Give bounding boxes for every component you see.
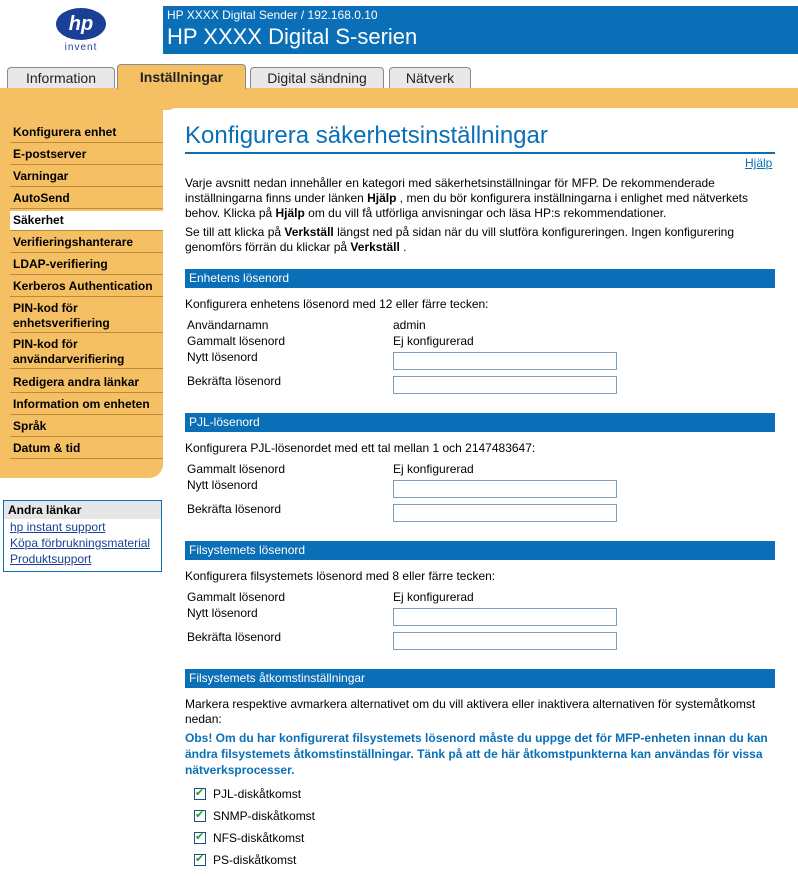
section-header-filesystem-password: Filsystemets lösenord bbox=[185, 541, 775, 560]
device-confirm-password-field[interactable] bbox=[393, 376, 617, 394]
apply-note: Se till att klicka på Verkställ längst ned på sidan när du vill slutföra konfigureringen. Ingen konfigurering genomförs förrän du klickar på Verkställ . bbox=[185, 225, 735, 254]
other-links-title: Andra länkar bbox=[4, 501, 161, 519]
fs-new-password-field[interactable] bbox=[393, 608, 617, 626]
pjl-old-password-value: Ej konfigurerad bbox=[393, 462, 474, 476]
filesystem-access-warning: Obs! Om du har konfigurerat filsystemets lösenord måste du uppge det för MFP-enheten innan du kan ändra filsystemets åtkomstinställningar. Tänk på att de här åtkomstpunkterna kan användas för vissa nätverksprocesser. bbox=[185, 731, 768, 777]
pjl-confirm-password-field[interactable] bbox=[393, 504, 617, 522]
link-kopa-forbrukningsmaterial[interactable]: Köpa förbrukningsmaterial bbox=[10, 536, 151, 550]
fs-confirm-password-label: Bekräfta lösenord bbox=[187, 630, 282, 644]
tab-strip bbox=[0, 88, 798, 110]
section-header-filesystem-access: Filsystemets åtkomstinställningar bbox=[185, 669, 775, 688]
snmp-disk-access-label: SNMP-diskåtkomst bbox=[213, 809, 316, 823]
device-new-password-field[interactable] bbox=[393, 352, 617, 370]
device-password-desc: Konfigurera enhetens lösenord med 12 eller färre tecken: bbox=[185, 297, 489, 311]
filesystem-access-desc: Markera respektive avmarkera alternativet om du vill aktivera eller inaktivera alternativen för systemåtkomst nedan: bbox=[185, 697, 756, 726]
sidebar-item-varningar[interactable]: Varningar bbox=[10, 167, 163, 187]
tab-digital-sandning[interactable]: Digital sändning bbox=[250, 67, 384, 88]
fs-old-password-value: Ej konfigurerad bbox=[393, 590, 474, 604]
tab-natverk[interactable]: Nätverk bbox=[389, 67, 471, 88]
nfs-disk-access-checkbox[interactable] bbox=[194, 832, 206, 844]
device-old-password-label: Gammalt lösenord bbox=[187, 334, 286, 348]
tab-installningar[interactable]: Inställningar bbox=[117, 64, 246, 89]
sidebar-item-kerberos[interactable]: Kerberos Authentication bbox=[10, 277, 163, 297]
sidebar-item-ldap-verifiering[interactable]: LDAP-verifiering bbox=[10, 255, 163, 275]
pjl-disk-access-label: PJL-diskåtkomst bbox=[213, 787, 302, 801]
sidebar-item-sprak[interactable]: Språk bbox=[10, 417, 163, 437]
pjl-new-password-field[interactable] bbox=[393, 480, 617, 498]
header-bar bbox=[163, 6, 798, 54]
device-title: HP XXXX Digital S-serien bbox=[167, 24, 418, 49]
pjl-confirm-password-label: Bekräfta lösenord bbox=[187, 502, 282, 516]
sidebar-item-pin-enhet[interactable]: PIN-kod för enhetsverifiering bbox=[10, 299, 163, 333]
intro-paragraph: Varje avsnitt nedan innehåller en kategori med säkerhetsinställningar för MFP. De rekommenderade inställningarna finns under länken Hjälp , men du bör konfigurera inställningarna i enlighet med nätverkets behov. Klicka på Hjälp om du vill få utförliga anvisningar och läsa HP:s rekommendationer. bbox=[185, 176, 749, 220]
pjl-password-desc: Konfigurera PJL-lösenordet med ett tal mellan 1 och 2147483647: bbox=[185, 441, 536, 455]
sidebar-item-pin-anvandare[interactable]: PIN-kod för användarverifiering bbox=[10, 335, 163, 369]
title-divider bbox=[185, 152, 775, 154]
pjl-disk-access-checkbox[interactable] bbox=[194, 788, 206, 800]
other-links-box bbox=[3, 500, 162, 572]
sidebar-item-redigera-lankar[interactable]: Redigera andra länkar bbox=[10, 373, 163, 393]
nfs-disk-access-label: NFS-diskåtkomst bbox=[213, 831, 305, 845]
tab-information[interactable]: Information bbox=[7, 67, 115, 88]
fs-confirm-password-field[interactable] bbox=[393, 632, 617, 650]
pjl-old-password-label: Gammalt lösenord bbox=[187, 462, 286, 476]
hp-logo-tagline: invent bbox=[64, 42, 98, 53]
page-title: Konfigurera säkerhetsinställningar bbox=[185, 122, 548, 149]
sidebar-item-konfigurera-enhet[interactable]: Konfigurera enhet bbox=[10, 123, 163, 143]
device-new-password-label: Nytt lösenord bbox=[187, 350, 258, 364]
device-address: HP XXXX Digital Sender / 192.168.0.10 bbox=[167, 8, 378, 22]
help-link[interactable]: Hjälp bbox=[745, 156, 773, 170]
sidebar-item-information-om-enheten[interactable]: Information om enheten bbox=[10, 395, 163, 415]
sidebar-item-autosend[interactable]: AutoSend bbox=[10, 189, 163, 209]
device-old-password-value: Ej konfigurerad bbox=[393, 334, 474, 348]
fs-old-password-label: Gammalt lösenord bbox=[187, 590, 286, 604]
link-hp-instant-support[interactable]: hp instant support bbox=[10, 520, 106, 534]
ps-disk-access-label: PS-diskåtkomst bbox=[213, 853, 297, 867]
username-value: admin bbox=[393, 318, 426, 332]
sidebar-item-verifieringshanterare[interactable]: Verifieringshanterare bbox=[10, 233, 163, 253]
device-confirm-password-label: Bekräfta lösenord bbox=[187, 374, 282, 388]
sidebar-item-datum-tid[interactable]: Datum & tid bbox=[10, 439, 163, 459]
section-header-pjl-password: PJL-lösenord bbox=[185, 413, 775, 432]
section-header-device-password: Enhetens lösenord bbox=[185, 269, 775, 288]
snmp-disk-access-checkbox[interactable] bbox=[194, 810, 206, 822]
link-produktsupport[interactable]: Produktsupport bbox=[10, 552, 92, 566]
sidebar-item-e-postserver[interactable]: E-postserver bbox=[10, 145, 163, 165]
hp-logo-mark: hp bbox=[56, 8, 106, 40]
sidebar-item-sakerhet[interactable]: Säkerhet bbox=[10, 211, 163, 231]
username-label: Användarnamn bbox=[187, 318, 269, 332]
pjl-new-password-label: Nytt lösenord bbox=[187, 478, 258, 492]
hp-logo bbox=[55, 8, 107, 60]
ps-disk-access-checkbox[interactable] bbox=[194, 854, 206, 866]
filesystem-password-desc: Konfigurera filsystemets lösenord med 8 eller färre tecken: bbox=[185, 569, 496, 583]
fs-new-password-label: Nytt lösenord bbox=[187, 606, 258, 620]
